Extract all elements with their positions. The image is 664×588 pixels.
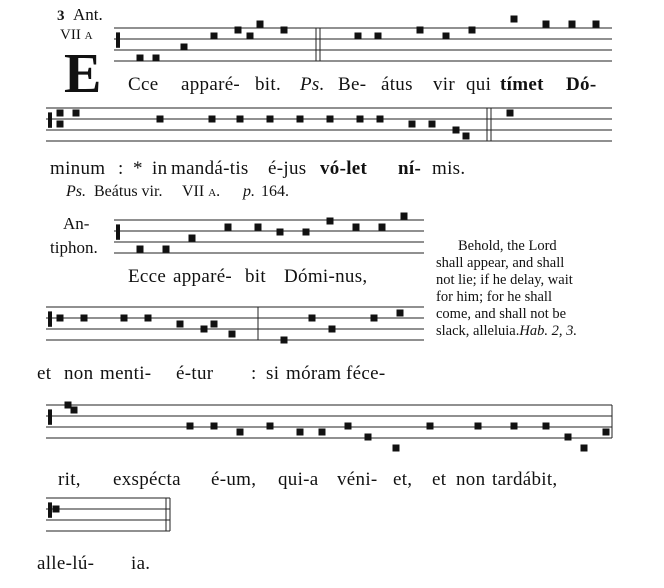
lyric-syllable: Ecce xyxy=(128,266,167,287)
neume-note xyxy=(603,429,610,436)
neume-note xyxy=(309,315,316,322)
lyric-syllable: bit. xyxy=(255,74,282,95)
clef-mark xyxy=(48,311,52,326)
neume-note xyxy=(201,326,208,333)
antiphon-label-top: An- xyxy=(63,214,90,233)
neume-note xyxy=(73,110,80,117)
lyric-syllable: non xyxy=(456,469,486,490)
antiphon-label-bottom: tiphon. xyxy=(50,238,98,257)
neume-note xyxy=(565,434,572,441)
neume-note xyxy=(327,218,334,225)
neume-note xyxy=(281,337,288,344)
lyric-syllable: apparé- xyxy=(181,74,241,95)
neume-note xyxy=(297,429,304,436)
translation-line: shall appear, and shall xyxy=(436,255,565,271)
lyric-syllable: ní- xyxy=(398,158,422,179)
lyric-syllable: alle-lú- xyxy=(37,553,95,574)
neume-note xyxy=(65,402,72,409)
lyric-syllable: Dó- xyxy=(566,74,597,95)
neume-note xyxy=(187,423,194,430)
neume-note xyxy=(255,224,262,231)
drop-cap-initial: E xyxy=(64,43,102,105)
psalm-ref-label: Ps. xyxy=(66,183,86,200)
neume-note xyxy=(355,33,362,40)
lyric-syllable: é-tur xyxy=(176,363,214,384)
neume-note xyxy=(327,116,334,123)
psalm-ref-p: p. xyxy=(243,183,255,200)
neume-note xyxy=(375,33,382,40)
neume-note xyxy=(329,326,336,333)
neume-note xyxy=(469,27,476,34)
neume-note xyxy=(211,423,218,430)
lyric-syllable: é-um, xyxy=(211,469,257,490)
lyric-syllable: tímet xyxy=(500,74,544,95)
neume-note xyxy=(371,315,378,322)
lyric-syllable: é-jus xyxy=(268,158,307,179)
neume-note xyxy=(137,55,144,62)
neume-note xyxy=(353,224,360,231)
neume-note xyxy=(365,434,372,441)
lyric-syllable: apparé- xyxy=(173,266,233,287)
neume-note xyxy=(345,423,352,430)
neume-note xyxy=(267,423,274,430)
neume-note xyxy=(511,16,518,23)
neume-note xyxy=(319,429,326,436)
scripture-reference: Hab. 2, 3. xyxy=(519,323,577,339)
lyric-syllable: Dómi-nus, xyxy=(284,266,368,287)
neume-note xyxy=(429,121,436,128)
neume-note xyxy=(57,110,64,117)
clef-mark xyxy=(116,32,120,47)
neume-note xyxy=(507,110,514,117)
lyric-syllable: exspécta xyxy=(113,469,181,490)
neume-note xyxy=(237,116,244,123)
neume-note xyxy=(377,116,384,123)
neume-note xyxy=(297,116,304,123)
neume-note xyxy=(145,315,152,322)
translation-line: Behold, the Lord xyxy=(458,238,557,254)
lyric-syllable: qui xyxy=(466,74,492,95)
neume-note xyxy=(211,321,218,328)
neume-note xyxy=(257,21,264,28)
clef-mark xyxy=(48,502,52,517)
lyric-syllable: qui-a xyxy=(278,469,319,490)
neume-note xyxy=(397,310,404,317)
neume-note xyxy=(81,315,88,322)
neume-note xyxy=(157,116,164,123)
clef-mark xyxy=(48,409,52,424)
lyric-syllable: rit, xyxy=(58,469,81,490)
antiphon-number: 3 xyxy=(57,8,65,24)
neume-note xyxy=(237,429,244,436)
lyric-syllable: bit xyxy=(245,266,266,287)
neume-note xyxy=(235,27,242,34)
antiphon-mode: VII a xyxy=(60,27,93,43)
neume-note xyxy=(121,315,128,322)
english-translation xyxy=(436,238,622,340)
lyric-syllable: : xyxy=(118,158,124,179)
lyric-syllable: et xyxy=(37,363,52,384)
neume-note xyxy=(581,445,588,452)
neume-note xyxy=(453,127,460,134)
neume-note xyxy=(189,235,196,242)
neume-note xyxy=(71,407,78,414)
neume-note xyxy=(153,55,160,62)
neume-note xyxy=(209,116,216,123)
neume-note xyxy=(247,33,254,40)
neume-note xyxy=(409,121,416,128)
clef-mark xyxy=(116,224,120,239)
lyric-syllable: móram xyxy=(286,363,342,384)
translation-line: come, and shall not be xyxy=(436,306,567,322)
lyric-syllable: átus xyxy=(381,74,413,95)
neume-note xyxy=(281,27,288,34)
neume-note xyxy=(303,229,310,236)
translation-last: slack, alleluia. xyxy=(436,323,520,339)
neume-note xyxy=(379,224,386,231)
lyric-syllable: mis. xyxy=(432,158,466,179)
lyric-syllable: minum xyxy=(50,158,106,179)
neume-note xyxy=(569,21,576,28)
psalm-ref-text: Beátus vir. xyxy=(94,183,163,200)
neume-note xyxy=(163,246,170,253)
neume-note xyxy=(137,246,144,253)
neume-note xyxy=(543,21,550,28)
lyric-syllable: si xyxy=(266,363,280,384)
neume-note xyxy=(57,121,64,128)
neume-note xyxy=(57,315,64,322)
lyric-syllable: : xyxy=(251,363,257,384)
neume-note xyxy=(225,224,232,231)
lyric-syllable: non xyxy=(64,363,94,384)
lyric-syllable: féce- xyxy=(346,363,386,384)
translation-line: for him; for he shall xyxy=(436,289,552,305)
neume-note xyxy=(211,33,218,40)
clef-mark xyxy=(48,112,52,127)
neume-note xyxy=(277,229,284,236)
lyric-syllable: in xyxy=(152,158,168,179)
translation-line xyxy=(436,323,622,340)
neume-note xyxy=(475,423,482,430)
neume-note xyxy=(593,21,600,28)
lyric-syllable: véni- xyxy=(337,469,378,490)
neume-note xyxy=(463,133,470,140)
neume-note xyxy=(53,506,60,513)
neume-note xyxy=(417,27,424,34)
lyric-syllable: tardábit, xyxy=(492,469,558,490)
antiphon-heading: Ant. xyxy=(73,5,103,24)
lyric-syllable: ia. xyxy=(131,553,151,574)
lyric-syllable: * xyxy=(133,158,143,179)
lyric-syllable: Be- xyxy=(338,74,367,95)
lyric-syllable: et, xyxy=(393,469,413,490)
lyric-syllable: mandá-tis xyxy=(171,158,249,179)
neume-note xyxy=(393,445,400,452)
lyric-syllable: Ps. xyxy=(300,74,325,95)
psalm-ref-page: 164. xyxy=(261,183,289,200)
neume-note xyxy=(181,44,188,51)
neume-note xyxy=(427,423,434,430)
neume-note xyxy=(229,331,236,338)
lyric-syllable: Cce xyxy=(128,74,159,95)
lyric-syllable: menti- xyxy=(100,363,152,384)
translation-line: not lie; if he delay, wait xyxy=(436,272,573,288)
neume-note xyxy=(401,213,408,220)
neume-note xyxy=(511,423,518,430)
lyric-syllable: vó-let xyxy=(320,158,368,179)
psalm-ref-mode: VII a. xyxy=(182,183,221,200)
lyric-syllable: vir xyxy=(433,74,456,95)
neume-note xyxy=(177,321,184,328)
neume-note xyxy=(357,116,364,123)
neume-note xyxy=(443,33,450,40)
neume-note xyxy=(543,423,550,430)
neume-note xyxy=(267,116,274,123)
lyric-syllable: et xyxy=(432,469,447,490)
